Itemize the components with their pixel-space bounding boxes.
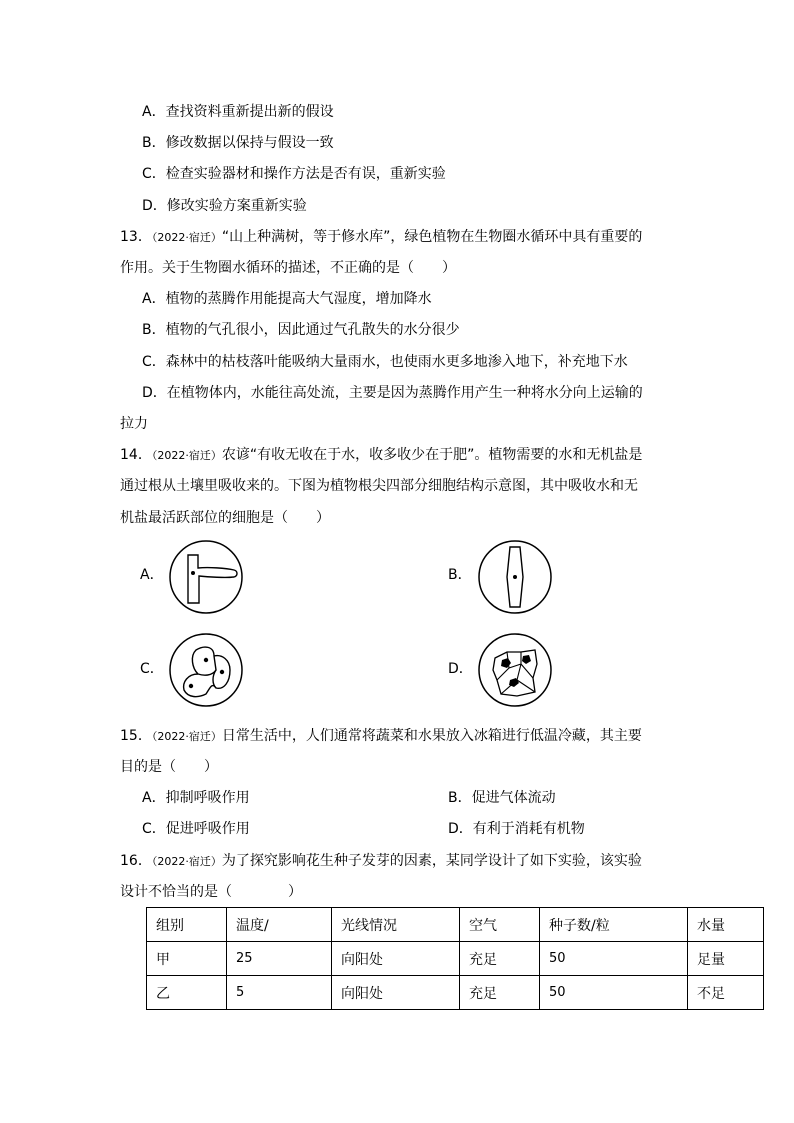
q15-option-a: A．抑制呼吸作用 (142, 790, 250, 806)
q12-option-c: C．检查实验器材和操作方法是否有误，重新实验 (142, 166, 446, 182)
q13-number: 13． (120, 229, 152, 245)
q13-stem-text: “山上种满树，等于修水库”，绿色植物在生物圈水循环中具有重要的 (221, 229, 643, 245)
table-row (147, 942, 764, 976)
q13-stem-line2: 作用。关于生物圈水循环的描述，不正确的是（ ） (120, 260, 456, 276)
table-cell: 乙 (147, 976, 227, 1010)
q13-option-d-continued: 拉力 (120, 416, 148, 432)
q14-label-c: C． (140, 661, 164, 677)
q16-stem-line2: 设计不恰当的是（ ） (120, 884, 302, 900)
q14-stem-line3: 机盐最活跃部位的细胞是（ ） (120, 510, 330, 526)
q15-source: （2022·宿迁） (151, 730, 222, 743)
q14-stem-line2: 通过根从土壤里吸收来的。下图为植物根尖四部分细胞结构示意图，其中吸收水和无 (120, 478, 638, 494)
q14-number: 14． (120, 447, 152, 463)
q14-source: （2022·宿迁） (151, 449, 222, 462)
table-header-cell: 空气 (460, 908, 540, 942)
table-cell: 25 (227, 942, 332, 976)
q16-stem-text: 为了探究影响花生种子发芽的因素，某同学设计了如下实验，该实验 (221, 853, 642, 869)
q15-option-d: D．有利于消耗有机物 (448, 821, 585, 837)
q12-option-d: D．修改实验方案重新实验 (142, 198, 307, 214)
q16-number: 16． (120, 853, 152, 869)
q16-stem-line1 (120, 851, 642, 872)
q14-stem-text: 农谚“有收无收在于水，收多收少在于肥”。植物需要的水和无机盐是 (221, 447, 643, 463)
table-header-cell: 种子数/粒 (540, 908, 688, 942)
q13-stem-line1 (120, 227, 642, 248)
table-cell: 向阳处 (332, 942, 460, 976)
q15-stem-line2: 目的是（ ） (120, 759, 218, 775)
experiment-table (146, 907, 764, 1010)
table-header-cell: 光线情况 (332, 908, 460, 942)
q14-label-a: A． (140, 567, 164, 583)
q14-stem-line1 (120, 445, 642, 466)
q13-option-c: C．森林中的枯枝落叶能吸纳大量雨水，也使雨水更多地渗入地下，补充地下水 (142, 354, 628, 370)
q12-option-b: B．修改数据以保持与假设一致 (142, 135, 334, 151)
q15-stem-line1 (120, 726, 642, 747)
meristem-cell-figure (168, 632, 244, 708)
table-header-cell: 水量 (688, 908, 764, 942)
table-cell: 5 (227, 976, 332, 1010)
table-cell: 充足 (460, 976, 540, 1010)
q13-source: （2022·宿迁） (151, 231, 222, 244)
q12-option-a: A．查找资料重新提出新的假设 (142, 104, 334, 120)
table-cell: 50 (540, 942, 688, 976)
q14-label-d: D． (448, 661, 473, 677)
q15-number: 15． (120, 728, 152, 744)
q13-option-d: D．在植物体内，水能往高处流，主要是因为蒸腾作用产生一种将水分向上运输的 (142, 385, 643, 401)
q13-option-a: A．植物的蒸腾作用能提高大气湿度，增加降水 (142, 291, 432, 307)
table-cell: 不足 (688, 976, 764, 1010)
root-hair-cell-figure (168, 539, 244, 615)
table-cell: 甲 (147, 942, 227, 976)
table-cell: 充足 (460, 942, 540, 976)
table-cell: 50 (540, 976, 688, 1010)
q15-stem-text: 日常生活中，人们通常将蔬菜和水果放入冰箱进行低温冷藏，其主要 (221, 728, 642, 744)
table-header-row (147, 908, 764, 942)
table-header-cell: 组别 (147, 908, 227, 942)
q14-label-b: B． (448, 567, 472, 583)
q15-option-c: C．促进呼吸作用 (142, 821, 250, 837)
root-cap-cell-figure (477, 632, 553, 708)
elongation-zone-cell-figure (477, 539, 553, 615)
table-cell: 足量 (688, 942, 764, 976)
q15-option-b: B．促进气体流动 (448, 790, 556, 806)
table-cell: 向阳处 (332, 976, 460, 1010)
q16-source: （2022·宿迁） (151, 855, 222, 868)
table-row (147, 976, 764, 1010)
table-header-cell: 温度/ (227, 908, 332, 942)
q13-option-b: B．植物的气孔很小，因此通过气孔散失的水分很少 (142, 322, 460, 338)
